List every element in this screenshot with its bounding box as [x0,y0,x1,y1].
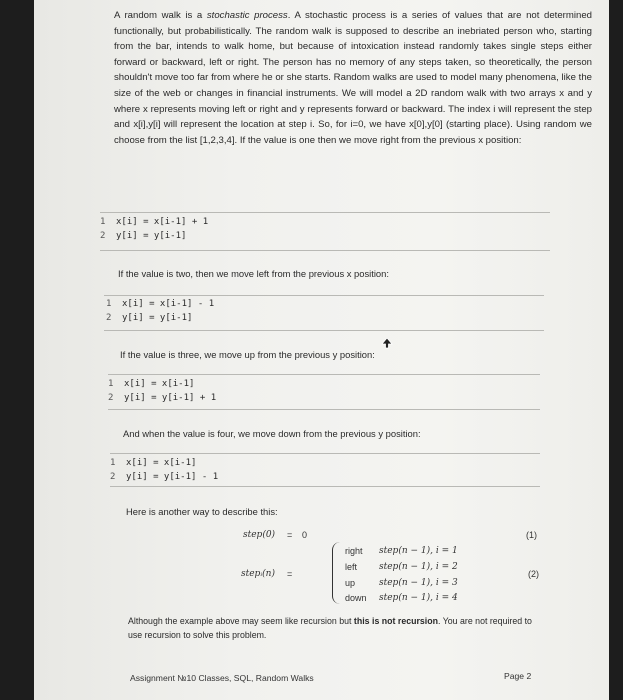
code-rule [100,212,550,213]
line-number: 2 [106,313,112,323]
line-number: 2 [108,393,114,403]
code-text: x[i] = x[i-1] + 1 [116,217,209,227]
text-another-way: Here is another way to describe this: [126,506,278,517]
case-dir: left [345,562,358,572]
code-block-left [106,297,214,325]
eq1-equals: = [287,530,293,540]
text-value-three: If the value is three, we move up from the previous y position: [120,349,375,360]
code-rule [108,409,540,410]
code-text: x[i] = x[i-1] [126,458,197,468]
eq2-equals: = [287,569,293,579]
note-bold: this is not recursion [353,616,438,626]
intro-text-start: A random walk is a [114,10,207,21]
code-line [106,297,214,311]
case-expr: step(n − 1), i = 2 [379,562,458,572]
code-rule [108,374,540,375]
case-dir: right [345,546,363,556]
code-text: y[i] = y[i-1] [116,231,187,241]
intro-text-rest: . A stochastic process is a series of values that are not determined functionally, but probabilistically. The random walk is supposed to describe an inebriated person who, starting from the bar, intends to walk home, but because of intoxication instead randomly takes single steps either forward or backward, left or right. The person has no memory of any steps taken, so theoretically, the person shouldn't move too far from where he or she starts. Random walks are used to model many phenomena, like the size of the web or changes in financial instruments. We will model a 2D random walk with two arrays x and y where x represents moving left or right and y represents forward or backward. The index i will represent the step and x[i],y[i] will represent the location at step i. So, for i=0, we have x[0],y[0] (starting place). Using random we choose from the list [1,2,3,4]. If the value is one then we move right from the previous x position: [114,10,593,146]
eq2-number: (2) [528,569,539,579]
footer-assignment: Assignment №10 Classes, SQL, Random Walks [130,673,314,683]
recursion-note [128,614,538,642]
line-number: 2 [100,231,106,241]
intro-emphasis: stochastic process [206,10,288,21]
line-number: 1 [100,217,106,227]
text-value-two: If the value is two, then we move left from the previous x position: [118,268,389,279]
case-expr: step(n − 1), i = 4 [379,593,458,603]
code-text: x[i] = x[i-1] [124,379,195,389]
intro-paragraph [114,8,592,148]
line-number: 1 [106,299,112,309]
code-text: y[i] = y[i-1] [122,313,193,323]
code-block-right [100,215,208,243]
code-rule [104,330,544,331]
code-line [106,311,214,325]
code-line [108,391,216,405]
case-dir: up [345,578,356,588]
eq1-rhs: 0 [302,530,308,540]
code-rule [104,295,544,296]
case-expr: step(n − 1), i = 3 [379,578,458,588]
code-rule [110,453,540,454]
eq2-lhs: stepᵢ(n) [241,569,275,579]
code-line [110,470,218,484]
cases-brace [332,542,341,604]
eq1-number: (1) [526,530,537,540]
code-line [100,215,208,229]
case-dir: down [345,593,367,603]
line-number: 1 [110,458,116,468]
code-text: x[i] = x[i-1] - 1 [122,299,215,309]
code-rule [110,486,540,487]
eq1-lhs: step(0) [243,530,276,540]
line-number: 2 [110,472,116,482]
line-number: 1 [108,379,114,389]
code-block-down [110,456,218,484]
code-text: y[i] = y[i-1] + 1 [124,393,217,403]
code-line [110,456,218,470]
case-expr: step(n − 1), i = 1 [379,546,458,556]
document-page [34,0,609,700]
code-line [100,229,208,243]
mouse-cursor-icon [381,338,393,354]
text-value-four: And when the value is four, we move down from the previous y position: [123,428,421,439]
code-line [108,377,216,391]
note-text-end: . You are not required to use recursion to solve this problem. [128,616,532,640]
note-text: Although the example above may seem like recursion but [128,616,354,626]
footer-page-number: Page 2 [504,671,532,681]
code-block-up [108,377,216,405]
code-text: y[i] = y[i-1] - 1 [126,472,219,482]
code-rule [100,250,550,251]
